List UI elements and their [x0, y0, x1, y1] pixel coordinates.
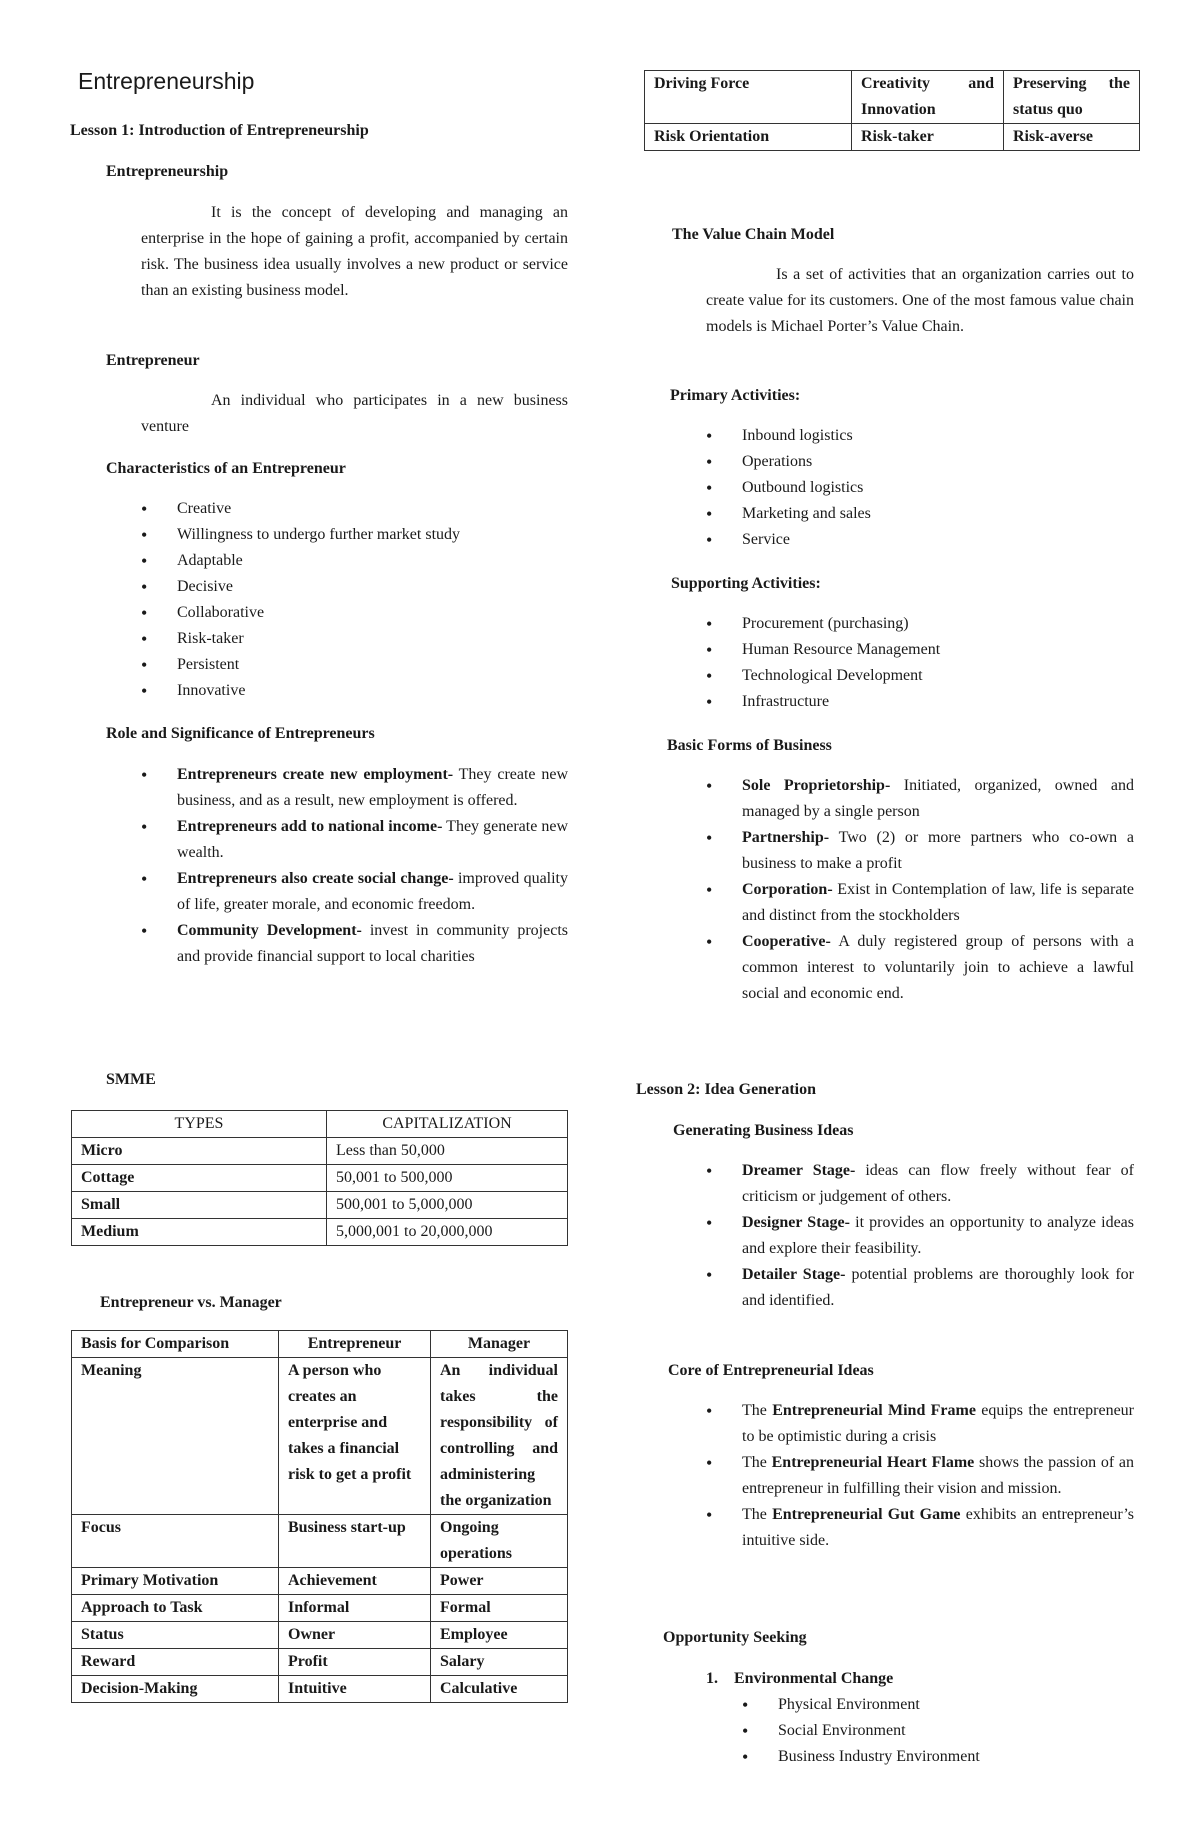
- vs-heading: Entrepreneur vs. Manager: [100, 1294, 282, 1311]
- supporting-activities-heading: Supporting Activities:: [671, 575, 821, 592]
- idea-stages-list: [706, 1158, 1134, 1314]
- table-cell: Creativity and Innovation: [852, 71, 1004, 124]
- list-item: • Decisive: [141, 574, 568, 600]
- core-label: Entrepreneurial Mind Frame: [772, 1402, 976, 1419]
- value-chain-definition: Is a set of activities that an organization carries out to create value for its customers. One of the most famous value chain models is Michael Porter’s Value Chain.: [706, 266, 1134, 335]
- item-label: Environmental Change: [734, 1670, 894, 1687]
- basic-forms-heading: Basic Forms of Business: [667, 737, 832, 754]
- core-label: Entrepreneurial Gut Game: [772, 1506, 961, 1523]
- numbered-item: [706, 1666, 893, 1692]
- stage-text: potential problems are thoroughly look for and identified.: [742, 1266, 1134, 1309]
- stage-label: Designer Stage-: [742, 1214, 850, 1231]
- list-item: [141, 814, 568, 866]
- list-item: [706, 877, 1134, 929]
- list-item: • Infrastructure: [706, 689, 1134, 715]
- table-row: [72, 1622, 568, 1649]
- list-item: • Risk-taker: [141, 626, 568, 652]
- table-cell: 50,001 to 500,000: [327, 1165, 568, 1192]
- list-item: [706, 1502, 1134, 1554]
- table-header: Basis for Comparison: [72, 1331, 279, 1358]
- vs-table: [71, 1330, 568, 1703]
- table-cell: Power: [431, 1568, 568, 1595]
- table-header: TYPES: [72, 1111, 327, 1138]
- list-item: [706, 1398, 1134, 1450]
- table-row: [72, 1219, 568, 1246]
- form-text: Two (2) or more partners who co-own a business to make a profit: [742, 829, 1134, 872]
- list-item: • Technological Development: [706, 663, 1134, 689]
- table-cell: Risk Orientation: [645, 124, 852, 151]
- supporting-activities-list: [706, 611, 1134, 715]
- table-cell: Ongoing operations: [431, 1515, 568, 1568]
- table-cell: Less than 50,000: [327, 1138, 568, 1165]
- list-item: [706, 929, 1134, 1007]
- smme-table: [71, 1110, 568, 1246]
- table-cell: Meaning: [72, 1358, 279, 1515]
- core-prefix: The: [742, 1402, 773, 1419]
- list-item: • Business Industry Environment: [742, 1744, 1134, 1770]
- item-number: 1.: [706, 1670, 718, 1687]
- list-item: • Willingness to undergo further market study: [141, 522, 568, 548]
- table-cell: Employee: [431, 1622, 568, 1649]
- value-chain-heading: The Value Chain Model: [672, 226, 835, 243]
- table-cell: Profit: [279, 1649, 431, 1676]
- role-label: Community Development-: [177, 922, 362, 939]
- role-label: Entrepreneurs also create social change-: [177, 870, 454, 887]
- table-cell: Salary: [431, 1649, 568, 1676]
- table-row: [645, 71, 1140, 124]
- list-item: [706, 773, 1134, 825]
- table-cell: Medium: [72, 1219, 327, 1246]
- list-item: [706, 1450, 1134, 1502]
- list-item: • Service: [706, 527, 1134, 553]
- table-row: [72, 1676, 568, 1703]
- table-row: [72, 1568, 568, 1595]
- table-row: [72, 1649, 568, 1676]
- table-row: [72, 1165, 568, 1192]
- table-row: [72, 1138, 568, 1165]
- table-header: Manager: [431, 1331, 568, 1358]
- list-item: • Inbound logistics: [706, 423, 1134, 449]
- table-cell: Achievement: [279, 1568, 431, 1595]
- list-item: • Human Resource Management: [706, 637, 1134, 663]
- table-cell: Formal: [431, 1595, 568, 1622]
- table-cell: 5,000,001 to 20,000,000: [327, 1219, 568, 1246]
- list-item: • Adaptable: [141, 548, 568, 574]
- lesson1-title: Lesson 1: Introduction of Entrepreneurship: [70, 122, 369, 139]
- list-item: • Social Environment: [742, 1718, 1134, 1744]
- characteristics-heading: Characteristics of an Entrepreneur: [106, 460, 346, 477]
- form-label: Partnership-: [742, 829, 830, 846]
- role-label: Entrepreneurs add to national income-: [177, 818, 443, 835]
- list-item: [706, 1210, 1134, 1262]
- table-cell: Reward: [72, 1649, 279, 1676]
- core-ideas-heading: Core of Entrepreneurial Ideas: [668, 1362, 874, 1379]
- table-header-row: [72, 1111, 568, 1138]
- list-item: • Persistent: [141, 652, 568, 678]
- table-cell: Intuitive: [279, 1676, 431, 1703]
- table-cell: 500,001 to 5,000,000: [327, 1192, 568, 1219]
- roles-heading: Role and Significance of Entrepreneurs: [106, 725, 375, 742]
- list-item: [141, 762, 568, 814]
- list-item: • Procurement (purchasing): [706, 611, 1134, 637]
- role-text: They create new business, and as a result, new employment is offered.: [177, 766, 568, 809]
- table-cell: Focus: [72, 1515, 279, 1568]
- characteristics-list: [141, 496, 568, 704]
- list-item: • Outbound logistics: [706, 475, 1134, 501]
- table-cell: Driving Force: [645, 71, 852, 124]
- stage-text: it provides an opportunity to analyze ideas and explore their feasibility.: [742, 1214, 1135, 1257]
- table-header-row: [72, 1331, 568, 1358]
- entrepreneur-heading: Entrepreneur: [106, 352, 200, 369]
- table-cell: Risk-averse: [1004, 124, 1140, 151]
- basic-forms-list: [706, 773, 1134, 1007]
- table-cell: Primary Motivation: [72, 1568, 279, 1595]
- table-row: [72, 1358, 568, 1515]
- stage-label: Detailer Stage-: [742, 1266, 846, 1283]
- form-text: Exist in Contemplation of law, life is separate and distinct from the stockholders: [742, 881, 1134, 924]
- core-text: exhibits an entrepreneur’s intuitive side.: [742, 1506, 1135, 1549]
- opportunity-heading: Opportunity Seeking: [663, 1629, 807, 1646]
- form-text: A duly registered group of persons with a common interest to voluntarily join to achieve a lawful social and economic end.: [742, 933, 1134, 1002]
- lesson2-title: Lesson 2: Idea Generation: [636, 1081, 816, 1098]
- core-ideas-list: [706, 1398, 1134, 1554]
- environments-list: [742, 1692, 1134, 1770]
- list-item: [706, 1262, 1134, 1314]
- table-cell: Small: [72, 1192, 327, 1219]
- core-prefix: The: [742, 1454, 772, 1471]
- table-cell: Cottage: [72, 1165, 327, 1192]
- form-label: Sole Proprietorship-: [742, 777, 891, 794]
- table-cell: Status: [72, 1622, 279, 1649]
- primary-activities-list: [706, 423, 1134, 553]
- list-item: [706, 1158, 1134, 1210]
- stage-text: ideas can flow freely without fear of criticism or judgement of others.: [742, 1162, 1134, 1205]
- entrepreneurship-definition: It is the concept of developing and managing an enterprise in the hope of gaining a profit, accompanied by certain risk. The business idea usually involves a new product or service than an existing business model.: [141, 204, 568, 299]
- list-item: [141, 866, 568, 918]
- table-row: [645, 124, 1140, 151]
- table-header: Entrepreneur: [279, 1331, 431, 1358]
- entrepreneurship-heading: Entrepreneurship: [106, 163, 229, 180]
- form-text: Initiated, organized, owned and managed by a single person: [742, 777, 1135, 820]
- smme-heading: SMME: [106, 1071, 156, 1088]
- table-cell: Owner: [279, 1622, 431, 1649]
- table-cell: Calculative: [431, 1676, 568, 1703]
- role-text: invest in community projects and provide financial support to local charities: [177, 922, 568, 965]
- table-cell: Decision-Making: [72, 1676, 279, 1703]
- list-item: • Creative: [141, 496, 568, 522]
- primary-activities-heading: Primary Activities:: [670, 387, 801, 404]
- table-cell: Preserving the status quo: [1004, 71, 1140, 124]
- document-title: Entrepreneurship: [78, 68, 255, 94]
- table-cell: Micro: [72, 1138, 327, 1165]
- table-cell: An individual takes the responsibility of controlling and administering the organization: [431, 1358, 568, 1515]
- table-header: CAPITALIZATION: [327, 1111, 568, 1138]
- entrepreneur-definition: An individual who participates in a new business venture: [141, 392, 568, 435]
- table-row: [72, 1515, 568, 1568]
- vs-table-continued: [644, 70, 1140, 151]
- role-label: Entrepreneurs create new employment-: [177, 766, 454, 783]
- table-cell: Approach to Task: [72, 1595, 279, 1622]
- form-label: Corporation-: [742, 881, 833, 898]
- core-label: Entrepreneurial Heart Flame: [771, 1454, 975, 1471]
- table-cell: Informal: [279, 1595, 431, 1622]
- table-row: [72, 1192, 568, 1219]
- stage-label: Dreamer Stage-: [742, 1162, 856, 1179]
- list-item: • Operations: [706, 449, 1134, 475]
- roles-list: [141, 762, 568, 970]
- core-text: shows the passion of an entrepreneur in fulfilling their vision and mission.: [742, 1454, 1134, 1497]
- table-cell: Business start-up: [279, 1515, 431, 1568]
- list-item: • Marketing and sales: [706, 501, 1134, 527]
- table-row: [72, 1595, 568, 1622]
- table-cell: A person who creates an enterprise and takes a financial risk to get a profit: [279, 1358, 431, 1515]
- list-item: • Physical Environment: [742, 1692, 1134, 1718]
- list-item: • Collaborative: [141, 600, 568, 626]
- core-text: equips the entrepreneur to be optimistic during a crisis: [742, 1402, 1135, 1445]
- core-prefix: The: [742, 1506, 773, 1523]
- list-item: • Innovative: [141, 678, 568, 704]
- form-label: Cooperative-: [742, 933, 831, 950]
- generating-ideas-heading: Generating Business Ideas: [673, 1122, 854, 1139]
- role-text: They generate new wealth.: [177, 818, 569, 861]
- list-item: [141, 918, 568, 970]
- role-text: improved quality of life, greater morale, and economic freedom.: [177, 870, 569, 913]
- table-cell: Risk-taker: [852, 124, 1004, 151]
- list-item: [706, 825, 1134, 877]
